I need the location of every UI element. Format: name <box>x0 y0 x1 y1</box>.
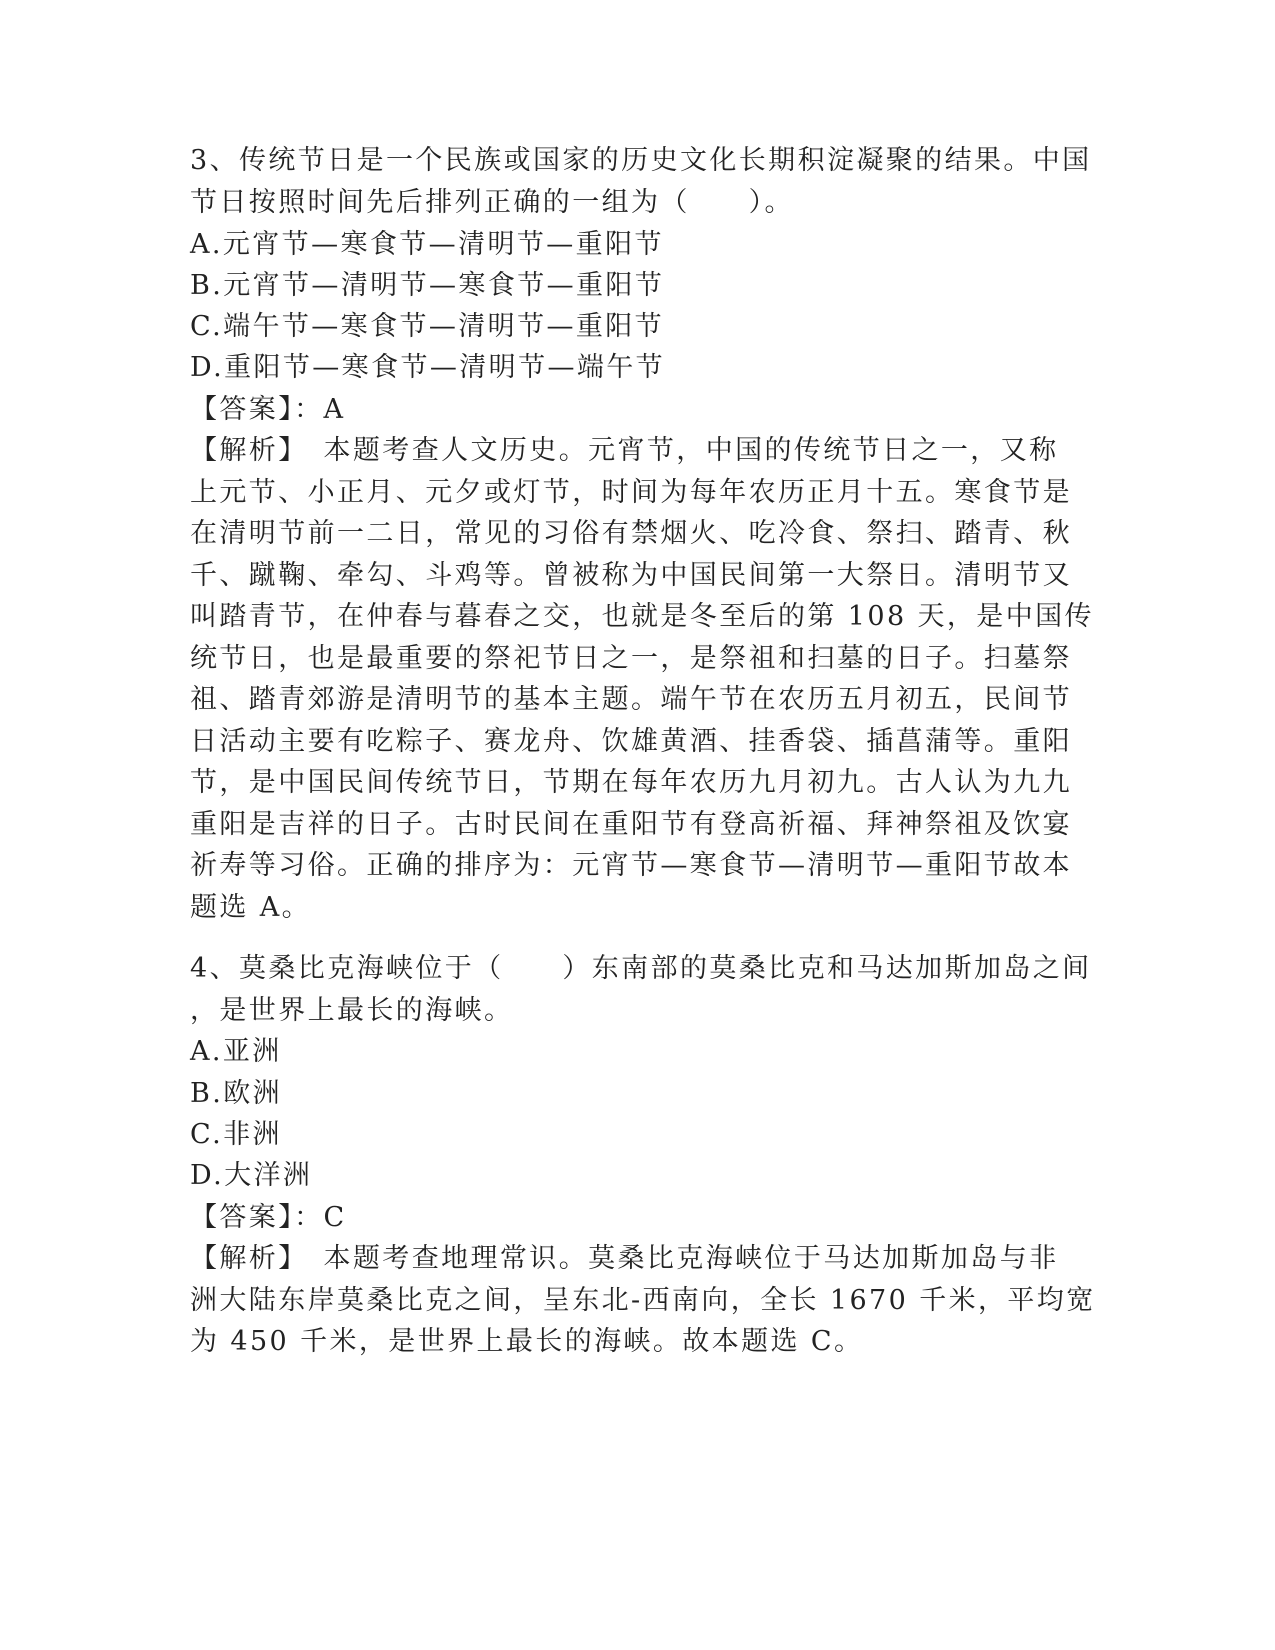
question-3-analysis-line-2: 上元节、小正月、元夕或灯节，时间为每年农历正月十五。寒食节是 <box>190 477 1072 508</box>
question-3-analysis-line-5: 叫踏青节，在仲春与暮春之交，也就是冬至后的第 108 天，是中国传 <box>190 601 1094 632</box>
question-3-analysis-line-12: 题选 A。 <box>190 892 312 923</box>
question-3-answer: 【答案】：A <box>190 394 346 425</box>
question-3-option-d: D.重阳节—寒食节—清明节—端午节 <box>190 352 666 383</box>
question-3-analysis-line-3: 在清明节前一二日，常见的习俗有禁烟火、吃冷食、祭扫、踏青、秋 <box>190 518 1072 549</box>
question-3-analysis-line-1: 【解析】 本题考查人文历史。元宵节，中国的传统节日之一，又称 <box>190 435 1059 466</box>
question-4-analysis-line-1: 【解析】 本题考查地理常识。莫桑比克海峡位于马达加斯加岛与非 <box>190 1243 1059 1274</box>
question-3-stem-line-2: 节日按照时间先后排列正确的一组为（ ）。 <box>190 187 794 218</box>
question-3-stem-line-1: 3、传统节日是一个民族或国家的历史文化长期积淀凝聚的结果。中国 <box>190 145 1092 176</box>
question-4-stem-line-1: 4、莫桑比克海峡位于（ ）东南部的莫桑比克和马达加斯加岛之间 <box>190 953 1092 984</box>
question-3-analysis-line-11: 祈寿等习俗。正确的排序为：元宵节—寒食节—清明节—重阳节故本 <box>190 850 1072 881</box>
question-3-analysis-line-8: 日活动主要有吃粽子、赛龙舟、饮雄黄酒、挂香袋、插菖蒲等。重阳 <box>190 726 1072 757</box>
question-4-answer: 【答案】：C <box>190 1202 347 1233</box>
question-3-analysis-line-9: 节，是中国民间传统节日，节期在每年农历九月初九。古人认为九九 <box>190 767 1072 798</box>
question-4-option-b: B.欧洲 <box>190 1078 283 1109</box>
question-4-option-c: C.非洲 <box>190 1119 282 1150</box>
question-4-option-a: A.亚洲 <box>190 1036 282 1067</box>
question-3-option-a: A.元宵节—寒食节—清明节—重阳节 <box>190 229 664 260</box>
question-3-analysis-line-6: 统节日，也是最重要的祭祀节日之一，是祭祖和扫墓的日子。扫墓祭 <box>190 643 1072 674</box>
question-3-option-c: C.端午节—寒食节—清明节—重阳节 <box>190 311 665 342</box>
question-4-option-d: D.大洋洲 <box>190 1160 313 1191</box>
question-4-analysis-line-3: 为 450 千米，是世界上最长的海峡。故本题选 C。 <box>190 1326 864 1357</box>
question-4-stem-line-2: ，是世界上最长的海峡。 <box>190 995 514 1026</box>
question-4-analysis-line-2: 洲大陆东岸莫桑比克之间，呈东北-西南向，全长 1670 千米，平均宽 <box>190 1285 1096 1316</box>
question-3-analysis-line-10: 重阳是吉祥的日子。古时民间在重阳节有登高祈福、拜神祭祖及饮宴 <box>190 809 1072 840</box>
question-3-option-b: B.元宵节—清明节—寒食节—重阳节 <box>190 270 665 301</box>
question-3-analysis-line-4: 千、蹴鞠、牵勾、斗鸡等。曾被称为中国民间第一大祭日。清明节又 <box>190 560 1072 591</box>
question-3-analysis-line-7: 祖、踏青郊游是清明节的基本主题。端午节在农历五月初五，民间节 <box>190 684 1072 715</box>
